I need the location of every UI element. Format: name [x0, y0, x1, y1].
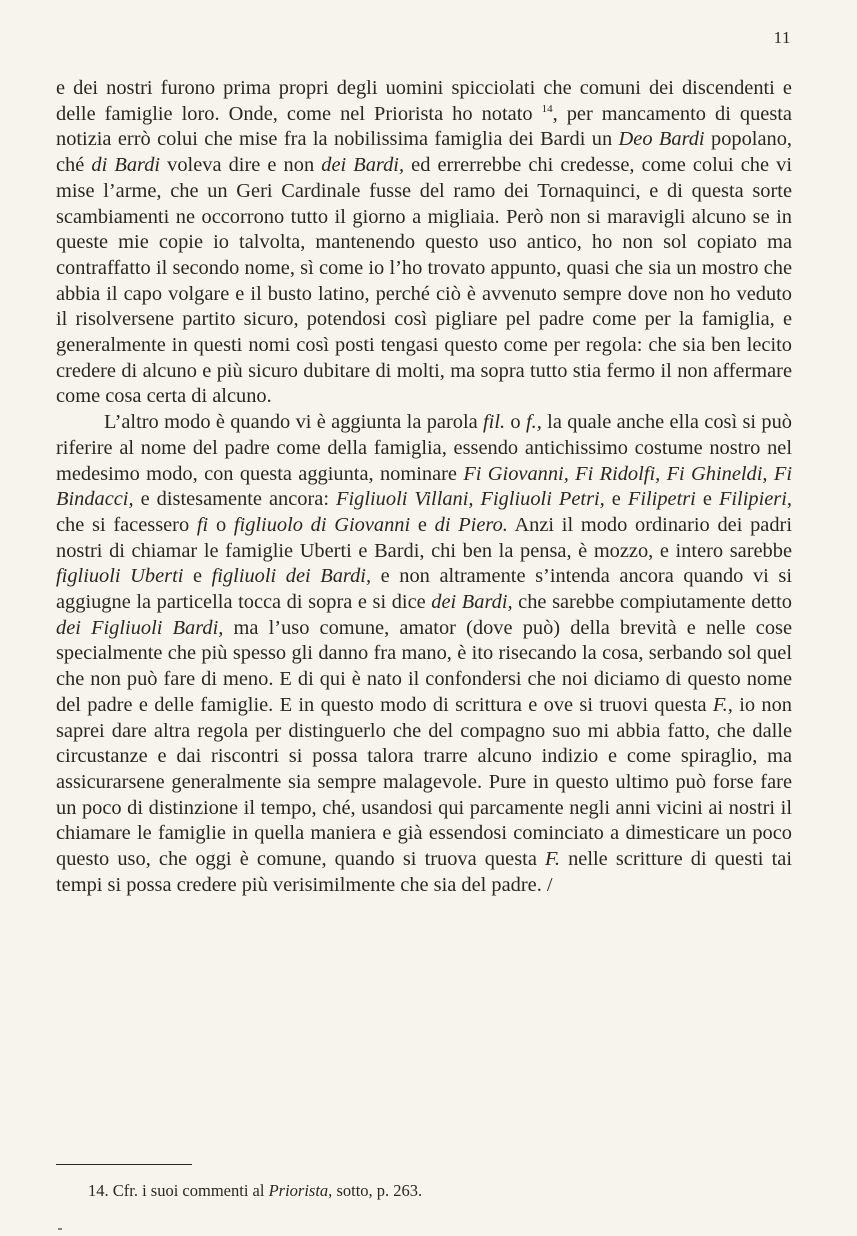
print-speck: [58, 1228, 62, 1230]
text-run: e: [604, 488, 628, 511]
footnote-ref: 14: [541, 102, 553, 115]
text-run: o: [208, 513, 234, 536]
footnote-14: [88, 1181, 422, 1201]
text-run: e distesamente ancora:: [133, 488, 337, 511]
italic-run: f.,: [525, 411, 542, 434]
italic-run: F.: [545, 848, 560, 871]
text-run: sotto, p. 263.: [332, 1181, 423, 1200]
text-run: L’altro modo è quando vi è aggiunta la parola: [104, 411, 483, 434]
text-run: Anzi il modo ordinario dei padri nostri di chiamar le famiglie Uberti e Bardi, chi ben la pensa, è mozzo, e intero sarebbe: [56, 513, 792, 562]
paragraph-1: [56, 76, 792, 410]
italic-run: fi: [196, 513, 209, 536]
paragraph-2: [56, 410, 792, 898]
italic-run: Deo Bardi: [618, 128, 705, 151]
italic-run: Priorista,: [268, 1181, 333, 1200]
text-run: nelle scritture di questi tai tempi si possa credere più verisimilmente che sia del padre. /: [56, 848, 792, 896]
italic-run: dei Figliuoli Bardi,: [56, 616, 224, 639]
text-run: popolano, ché: [56, 128, 792, 177]
italic-run: Filipieri,: [718, 488, 792, 511]
text-run: e dei nostri furono prima propri degli uomini spicciolati che comuni dei discendenti e delle famiglie loro. Onde, come nel Priorista ho notato: [56, 77, 792, 125]
italic-run: figliuoli dei Bardi,: [211, 565, 372, 588]
italic-run: Figliuoli Villani, Figliuoli Petri,: [336, 488, 605, 511]
text-run: che sarebbe compiutamente detto: [512, 591, 792, 614]
footnote-divider: [56, 1164, 192, 1165]
italic-run: di Piero.: [434, 513, 508, 536]
text-run: e non altramente s’intenda ancora quando vi si aggiugne la particella tocca di sopra e si dice: [56, 565, 792, 614]
italic-run: dei Bardi,: [431, 591, 513, 614]
text-run: e: [410, 513, 435, 536]
italic-run: fil.: [483, 411, 506, 434]
italic-run: Filipetri: [627, 488, 696, 511]
text-run: la quale anche ella così si può riferire al nome del padre come della famiglia, essendo antichissimo costume nostro nel medesimo modo, con questa aggiunta, nominare: [56, 411, 792, 485]
text-run: e: [695, 488, 719, 511]
text-run: che si facessero: [56, 513, 197, 536]
text-run: o: [505, 411, 526, 434]
italic-run: di Bardi: [91, 154, 161, 177]
text-run: ma l’uso comune, amator (dove può) della brevità e nelle cose specialmente che più spesso gli danno fra mano, è ito risecando la cosa, serbando sol quel che non può fare di meno. E di qui è nato il confondersi che noi diciamo di questo nome del padre e delle famiglie. E in questo modo di scrittura e ove si truovi questa: [56, 616, 792, 716]
text-run: 14. Cfr. i suoi commenti al: [88, 1181, 269, 1200]
italic-run: dei Bardi,: [321, 154, 405, 177]
italic-run: figliuoli Uberti: [56, 565, 184, 588]
text-run: , per mancamento di questa notizia errò colui che mise fra la nobilissima famiglia dei Bardi un: [56, 102, 792, 151]
text-run: ed errerrebbe chi credesse, come colui che vi mise l’arme, che un Geri Cardinale fusse del ramo dei Tornaquinci, e di questa sorte scambiamenti ne occorrono tutto il giorno a migliaia. Però non si maravigli alcuno se in queste mie copie io talvolta, mantenendo questo uso antico, ho non sol copiato ma contraffatto il secondo nome, sì come io l’ho trovato appunto, quasi che sia un mostro che abbia il capo volgare e il busto latino, perché ciò è avvenuto sempre dove non ho veduto il risolversene partito sicuro, potendosi così pigliare pel padre come per la famiglia, e generalmente in questi nomi così posti tengasi questo come per regola: che sia ben lecito credere di alcuno e più sicuro dubitare di molti, ma sopra tutto stia fermo il non affermare come cosa certa di alcuno.: [56, 154, 792, 408]
text-run: io non saprei dare altra regola per distinguerlo che del compagno suo mi abbia fatto, che dalle circustanze e dai riscontri si possa talora trarre alcuno indizio e come spiraglio, ma assicurarsene generalmente sia sempre malagevole. Pure in questo ultimo può forse fare un poco di distinzione il tempo, ché, usandosi qui parcamente negli anni vicini ai nostri il chiamare le famiglie in quella maniera e già essendosi cominciato a dimesticare un poco questo uso, che oggi è comune, quando si truova questa: [56, 693, 792, 871]
italic-run: F.,: [712, 693, 733, 716]
page-number: 11: [773, 28, 791, 47]
text-run: voleva dire e non: [160, 154, 322, 177]
italic-run: Fi Giovanni, Fi Ridolfi, Fi Ghineldi, Fi Bindacci,: [56, 462, 792, 511]
italic-run: figliuolo di Giovanni: [233, 513, 411, 536]
body-text: [56, 76, 792, 899]
text-run: e: [183, 565, 212, 588]
